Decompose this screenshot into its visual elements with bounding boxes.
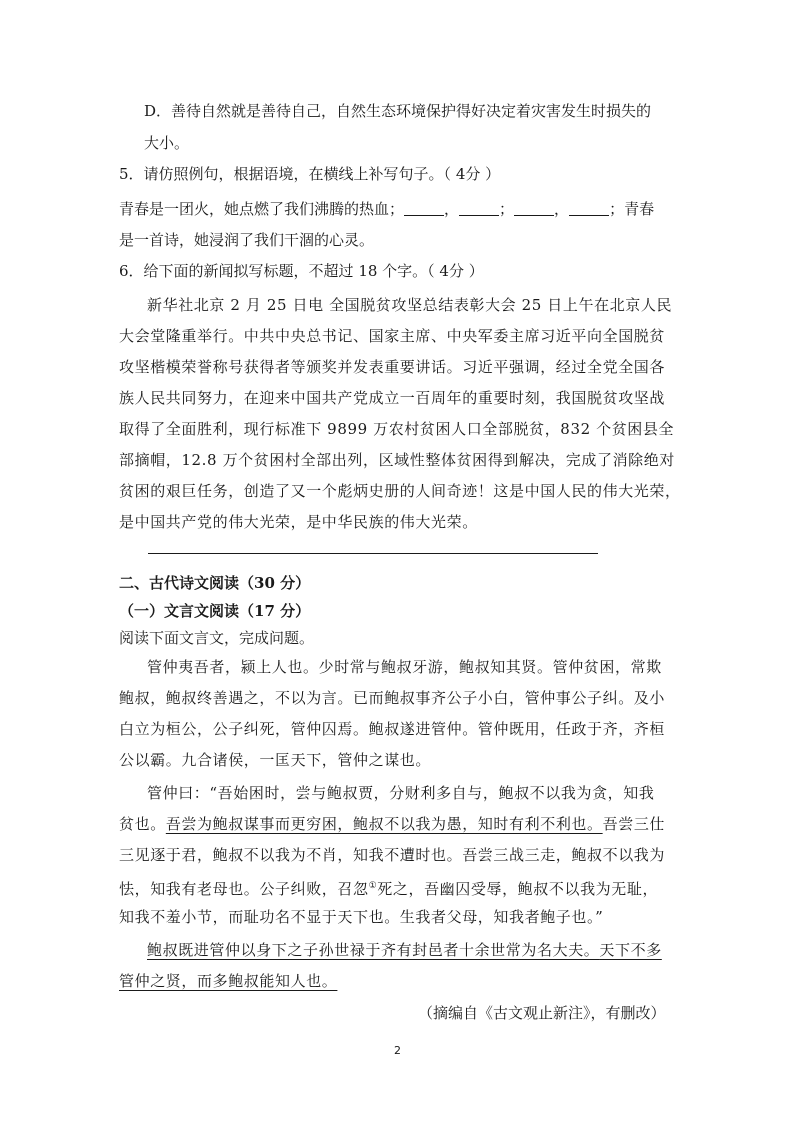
underlined-sentence: 管仲之贤，而多鲍叔能知人也。 <box>119 972 338 990</box>
passage-line: 白立为桓公，公子纠死，管仲囚焉。鲍叔遂进管仲。管仲既用，任政于齐，齐桓 <box>119 720 666 738</box>
q6-stem: 6．给下面的新闻拟写标题，不超过 18 个字。（ 4分 ） <box>119 262 484 280</box>
reading-instruction: 阅读下面文言文，完成问题。 <box>119 629 315 647</box>
q5-blank-4[interactable] <box>569 201 609 216</box>
q6-news-line: 部摘帽，12.8 万个贫困村全部出列，区域性整体贫困得到解决，完成了消除绝对 <box>119 451 675 469</box>
passage-line <box>119 876 658 899</box>
page-number: 2 <box>394 1044 401 1057</box>
footnote-marker: ① <box>368 881 378 891</box>
passage-line: 公以霸。九合诸侯，一匡天下，管仲之谋也。 <box>119 751 432 769</box>
q6-news-line: 取得了全面胜利，现行标准下 9899 万农村贫困人口全部脱贫，832 个贫困县全 <box>119 420 675 438</box>
q5-line1-start: 青春是一团火，她点燃了我们沸腾的热血； <box>119 200 405 218</box>
passage-line: 管仲夷吾者，颍上人也。少时常与鲍叔牙游，鲍叔知其贤。管仲贫困，常欺 <box>147 658 662 676</box>
q5-blank-3[interactable] <box>514 201 554 216</box>
underlined-sentence: 吾尝为鲍叔谋事而更穷困，鲍叔不以我为愚，知时有利不利也。 <box>165 815 603 833</box>
passage-line <box>147 940 662 960</box>
q5-sep-3: ， <box>554 200 570 218</box>
passage-line <box>119 971 337 991</box>
q6-news-line: 是中国共产党的伟大光荣，是中华民族的伟大光荣。 <box>119 513 478 531</box>
passage-line: 管仲曰：“吾始困时，尝与鲍叔贾，分财利多自与，鲍叔不以我为贪，知我 <box>147 784 655 802</box>
passage-text: 吾尝三仕 <box>602 815 666 833</box>
passage-line <box>119 814 665 834</box>
q6-answer-line[interactable] <box>148 553 598 554</box>
passage-line: 鲍叔，鲍叔终善遇之，不以为言。已而鲍叔事齐公子小白，管仲事公子纠。及小 <box>119 689 666 707</box>
passage-source: （摘编自《古文观止新注》，有删改） <box>418 1004 666 1022</box>
q5-stem: 5．请仿照例句，根据语境，在横线上补写句子。（ 4分 ） <box>119 165 501 183</box>
q5-sep-1: ， <box>444 200 460 218</box>
section-heading: 二、古代诗文阅读（30 分） <box>119 574 311 592</box>
underlined-punctuation-sentence: 鲍叔既进管仲以身下之子孙世禄于齐有封邑者十余世常为名大夫。 <box>147 941 600 959</box>
q4-option-d-line2: 大小。 <box>144 134 190 152</box>
q6-news-line: 贫困的艰巨任务，创造了又一个彪炳史册的人间奇迹！这是中国人民的伟大光荣， <box>119 482 681 500</box>
passage-line: 知我不羞小节，而耻功名不显于天下也。生我者父母，知我者鲍子也。” <box>119 908 604 926</box>
sub-section-heading: （一）文言文阅读（17 分） <box>119 602 311 620</box>
passage-text: 怯，知我有老母也。公子纠败，召忽 <box>119 880 369 898</box>
q6-news-line: 族人民共同努力，在迎来中国共产党成立一百周年的重要时刻，我国脱贫攻坚战 <box>119 389 666 407</box>
passage-line: 三见逐于君，鲍叔不以我为不肖，知我不遭时也。吾尝三战三走，鲍叔不以我为 <box>119 846 666 864</box>
q5-blank-1[interactable] <box>404 201 444 216</box>
passage-text: 死之，吾幽囚受辱，鲍叔不以我为无耻， <box>377 880 659 898</box>
underlined-sentence: 天下不多 <box>599 941 662 959</box>
passage-text: 贫也。 <box>119 815 166 833</box>
q5-example-line1 <box>119 199 654 219</box>
q5-blank-2[interactable] <box>459 201 499 216</box>
q6-news-line: 攻坚楷模荣誉称号获得者等颁奖并发表重要讲话。习近平强调，经过全党全国各 <box>119 358 666 376</box>
q4-option-d-line1: D．善待自然就是善待自己，自然生态环境保护得好决定着灾害发生时损失的 <box>144 102 652 120</box>
q5-line1-end: ；青春 <box>609 200 655 218</box>
q6-news-line: 大会堂隆重举行。中共中央总书记、国家主席、中央军委主席习近平向全国脱贫 <box>119 327 666 345</box>
q6-news-line: 新华社北京 2 月 25 日电 全国脱贫攻坚总结表彰大会 25 日上午在北京人民 <box>147 296 673 314</box>
q5-example-line2: 是一首诗，她浸润了我们干涸的心灵。 <box>119 231 375 249</box>
q5-sep-2: ； <box>499 200 515 218</box>
